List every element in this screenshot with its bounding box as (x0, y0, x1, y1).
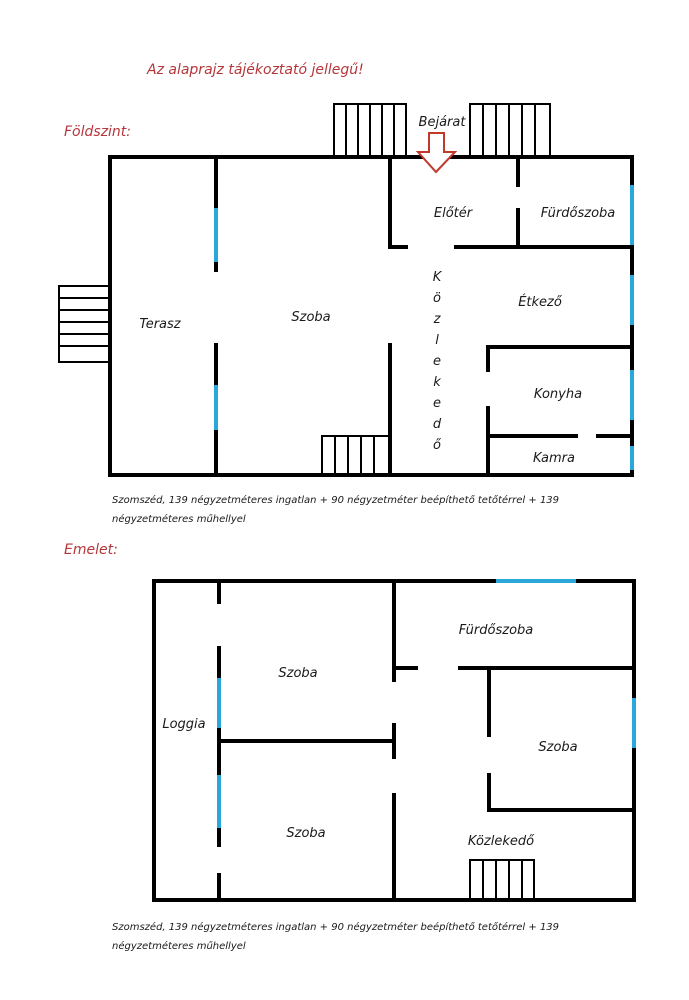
upper-room-top-left-label: Szoba (278, 666, 318, 681)
loggia-label: Loggia (162, 717, 206, 732)
ground-outer-wall (110, 157, 632, 475)
ground-floor-note-line1: Szomszéd, 139 négyzetméteres ingatlan + 90 négyzetméter beépíthető tetőtérrel + 139 (112, 495, 560, 506)
corridor-letter: ö (433, 291, 441, 306)
terrace-label: Terasz (139, 317, 181, 332)
ground-interior-walls (216, 157, 632, 475)
corridor-letter: ő (433, 438, 441, 453)
upper-floor-heading: Emelet: (64, 542, 118, 558)
entrance-label: Bejárat (418, 115, 466, 130)
kitchen-label: Konyha (533, 387, 583, 402)
entrance-arrow-icon (418, 133, 455, 172)
dining-label: Étkező (518, 295, 562, 310)
corridor-letter: K (432, 270, 442, 285)
ground-floor-heading: Földszint: (64, 124, 132, 140)
ground-bathroom-label: Fürdőszoba (540, 206, 616, 221)
ground-floor-plan (59, 104, 632, 476)
corridor-letter: e (433, 396, 441, 411)
upper-corridor-label: Közlekedő (467, 834, 535, 849)
hall-label: Előtér (433, 206, 473, 221)
pantry-label: Kamra (532, 451, 576, 466)
upper-room-bottom-left-label: Szoba (286, 826, 326, 841)
inner-stairs (322, 436, 390, 476)
corridor-letter: e (433, 354, 441, 369)
terrace-stairs (59, 286, 109, 362)
disclaimer-text: Az alaprajz tájékoztató jellegű! (147, 62, 364, 78)
upper-room-right-label: Szoba (538, 740, 578, 755)
upper-stairs (470, 860, 534, 900)
upper-windows (219, 581, 634, 828)
ground-floor-note-line2: négyzetméteres műhellyel (112, 514, 246, 525)
entrance-stairs-left (334, 104, 406, 156)
ground-room-label: Szoba (291, 310, 331, 325)
corridor-letter: l (435, 333, 439, 348)
upper-floor-plan (154, 581, 634, 900)
corridor-letter: d (432, 417, 442, 432)
upper-bathroom-label: Fürdőszoba (458, 623, 534, 638)
ground-windows (216, 185, 632, 470)
upper-floor-note-line2: négyzetméteres műhellyel (112, 941, 246, 952)
upper-floor-note-line1: Szomszéd, 139 négyzetméteres ingatlan + 90 négyzetméter beépíthető tetőtérrel + 139 (112, 922, 560, 933)
entrance-stairs-right (470, 104, 550, 156)
corridor-letter: k (433, 375, 441, 390)
corridor-vertical-label (433, 270, 443, 453)
corridor-letter: z (433, 312, 441, 327)
